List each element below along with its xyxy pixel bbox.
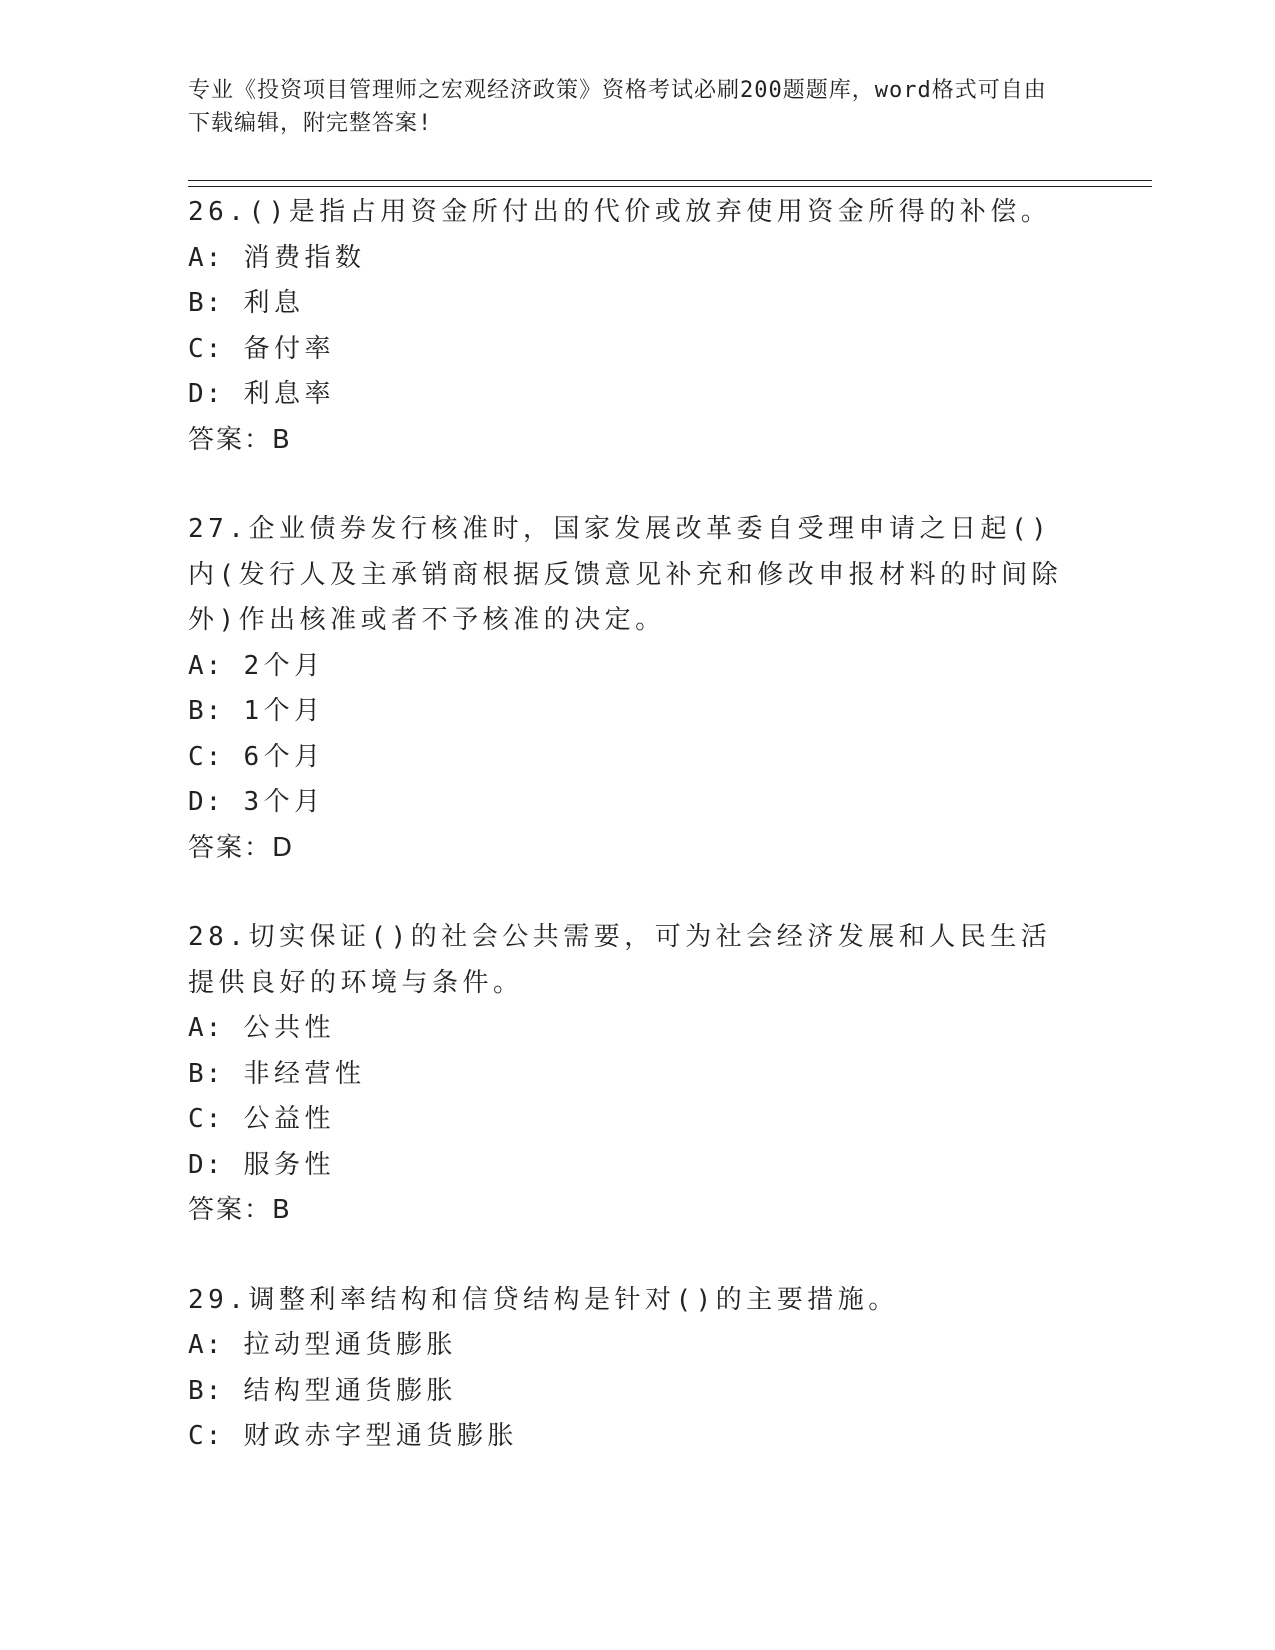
option-text: 利息率 bbox=[243, 379, 335, 409]
header-divider bbox=[188, 180, 1152, 187]
option-letter: C: bbox=[188, 741, 224, 772]
option-letter: D: bbox=[188, 1149, 224, 1180]
option-text: 公益性 bbox=[243, 1104, 335, 1134]
option-text: 利息 bbox=[243, 288, 305, 318]
option-b bbox=[188, 689, 1088, 735]
option-a bbox=[188, 1006, 1088, 1052]
question-28 bbox=[188, 915, 1088, 1234]
option-a bbox=[188, 1323, 1088, 1369]
answer-line: 答案：B bbox=[188, 424, 292, 455]
option-text: 公共性 bbox=[243, 1013, 335, 1043]
option-text: 6个月 bbox=[243, 741, 325, 772]
answer-line: 答案：D bbox=[188, 832, 295, 863]
option-letter: B: bbox=[188, 1058, 224, 1089]
option-letter: C: bbox=[188, 333, 224, 364]
option-letter: B: bbox=[188, 288, 224, 318]
option-letter: A: bbox=[188, 242, 224, 273]
option-b bbox=[188, 1052, 1088, 1098]
option-text: 拉动型通货膨胀 bbox=[243, 1330, 457, 1360]
option-c bbox=[188, 1097, 1088, 1143]
question-27 bbox=[188, 507, 1088, 871]
answer-line: 答案：B bbox=[188, 1195, 292, 1225]
question-text: 28.切实保证()的社会公共需要，可为社会经济发展和人民生活提供良好的环境与条件。 bbox=[188, 922, 1052, 998]
option-d bbox=[188, 372, 1088, 418]
option-text: 服务性 bbox=[243, 1149, 335, 1180]
option-a bbox=[188, 236, 1088, 282]
option-text: 3个月 bbox=[243, 787, 325, 817]
question-29 bbox=[188, 1278, 1088, 1460]
option-text: 备付率 bbox=[243, 333, 335, 364]
option-d bbox=[188, 780, 1088, 826]
option-letter: C: bbox=[188, 1421, 224, 1451]
option-b bbox=[188, 1369, 1088, 1415]
option-c bbox=[188, 327, 1088, 373]
option-c bbox=[188, 1414, 1088, 1460]
option-a bbox=[188, 644, 1088, 690]
option-b bbox=[188, 281, 1088, 327]
option-letter: B: bbox=[188, 696, 224, 726]
option-text: 结构型通货膨胀 bbox=[243, 1375, 457, 1406]
option-text: 2个月 bbox=[243, 650, 325, 681]
option-letter: A: bbox=[188, 1330, 224, 1360]
option-letter: D: bbox=[188, 379, 224, 409]
question-text: 29.调整利率结构和信贷结构是针对()的主要措施。 bbox=[188, 1284, 899, 1315]
option-text: 1个月 bbox=[243, 696, 325, 726]
option-letter: A: bbox=[188, 1013, 224, 1043]
option-letter: D: bbox=[188, 787, 224, 817]
option-d bbox=[188, 1143, 1088, 1189]
question-list bbox=[188, 190, 1088, 1504]
option-text: 财政赤字型通货膨胀 bbox=[243, 1421, 518, 1451]
option-text: 消费指数 bbox=[243, 242, 366, 273]
question-text: 26.()是指占用资金所付出的代价或放弃使用资金所得的补偿。 bbox=[188, 197, 1052, 227]
document-header: 专业《投资项目管理师之宏观经济政策》资格考试必刷200题题库，word格式可自由下载编辑，附完整答案! bbox=[188, 78, 1047, 136]
option-letter: B: bbox=[188, 1375, 224, 1406]
option-letter: C: bbox=[188, 1104, 224, 1134]
option-letter: A: bbox=[188, 650, 224, 681]
option-text: 非经营性 bbox=[243, 1058, 366, 1089]
question-text: 27.企业债券发行核准时，国家发展改革委自受理申请之日起()内(发行人及主承销商根据反馈意见补充和修改申报材料的时间除外)作出核准或者不予核准的决定。 bbox=[188, 514, 1063, 635]
question-26 bbox=[188, 190, 1088, 463]
option-c bbox=[188, 735, 1088, 781]
